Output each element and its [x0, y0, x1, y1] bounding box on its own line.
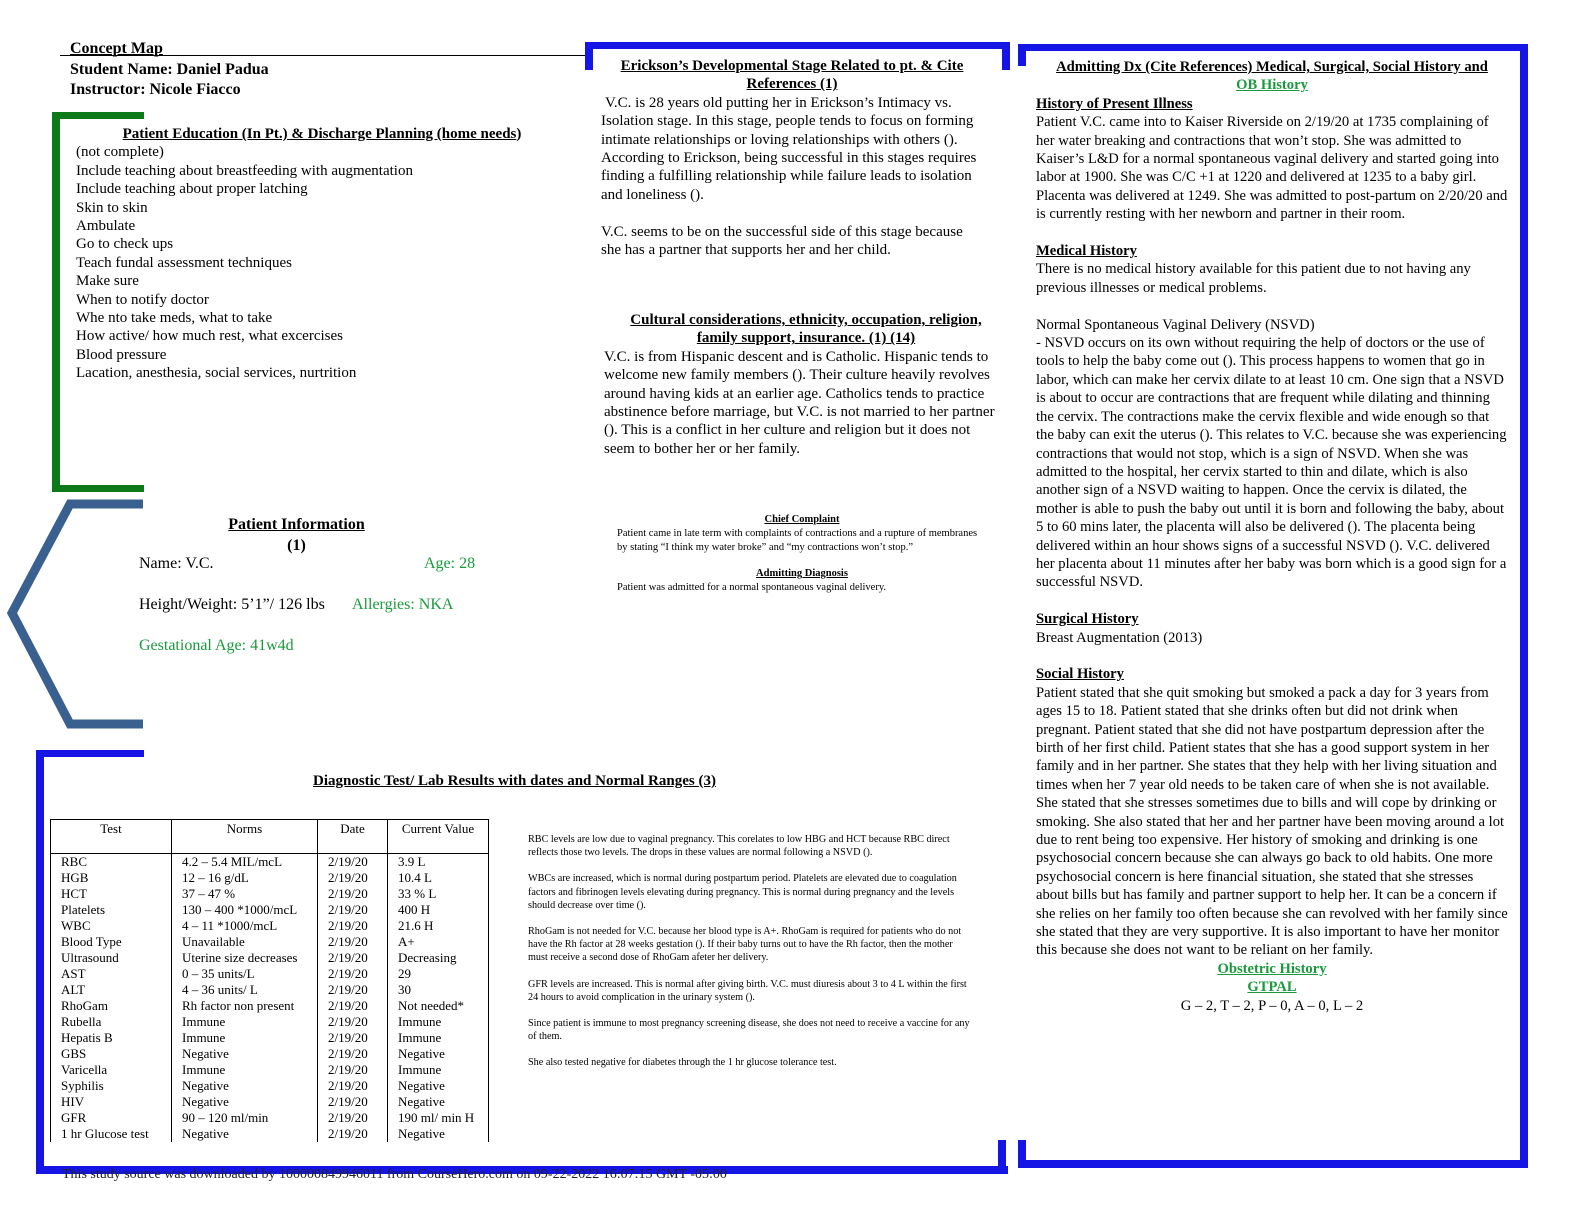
table-cell: Negative [172, 1126, 318, 1142]
gtpal-heading: GTPAL [1247, 979, 1297, 996]
table-cell: Immune [388, 1014, 489, 1030]
admitting-diagnosis-heading: Admitting Diagnosis [756, 568, 848, 579]
table-cell: 2/19/20 [318, 1078, 388, 1094]
student-name: Student Name: Daniel Padua [70, 60, 269, 78]
table-cell: 2/19/20 [318, 1094, 388, 1110]
download-footer: This study source was downloaded by 100000849946011 from CourseHero.com on 09-22-2022 16:07:15 GMT -05:00 [62, 1167, 727, 1182]
table-cell: Negative [388, 1094, 489, 1110]
table-cell: HCT [51, 886, 172, 902]
table-cell: WBC [51, 918, 172, 934]
history-heading: Admitting Dx (Cite References) Medical, Surgical, Social History and [1056, 59, 1488, 75]
education-list [76, 143, 556, 382]
table-cell: 33 % L [388, 886, 489, 902]
table-cell: Syphilis [51, 1078, 172, 1094]
patient-height-weight: Height/Weight: 5’1”/ 126 lbs [139, 596, 325, 613]
history-frame [1018, 44, 1528, 51]
table-cell: Ultrasound [51, 950, 172, 966]
education-item: Ambulate [76, 218, 136, 235]
table-cell: 2/19/20 [318, 982, 388, 998]
table-cell: 2/19/20 [318, 966, 388, 982]
table-row [51, 1046, 489, 1062]
table-cell: 0 – 35 units/L [172, 966, 318, 982]
erickson-paragraph-2: V.C. seems to be on the successful side of this stage because she has a partner that supports her and her child. [601, 223, 963, 259]
labs-table-wrap [50, 819, 489, 1142]
nsvd-title: Normal Spontaneous Vaginal Delivery (NSVD) [1036, 316, 1315, 333]
cultural-section: Cultural considerations, ethnicity, occupation, religion, family support, insurance. (1) (14) V.C. is from Hispanic descent and is Catholic. Hispanic tends to welcome new family members (). Their culture heavily revolves around having kids at an earlier age. Catholics tends to practice abstinence before marriage, but V.C. is not married to her partner (). This is a conflict in her culture and religion but it does not seem to bother her or her family. [604, 311, 1000, 458]
patient-info-frame [0, 490, 160, 740]
table-row [51, 950, 489, 966]
education-item: Include teaching about breastfeeding with augmentation [76, 162, 413, 179]
labs-table-body [51, 854, 489, 1143]
table-cell: Immune [172, 1030, 318, 1046]
table-cell: Rubella [51, 1014, 172, 1030]
education-item: Make sure [76, 273, 139, 290]
table-row [51, 966, 489, 982]
education-item: Whe nto take meds, what to take [76, 310, 273, 327]
cultural-heading: Cultural considerations, ethnicity, occupation, religion, [630, 312, 982, 328]
education-item: Include teaching about proper latching [76, 181, 308, 198]
table-cell: 2/19/20 [318, 918, 388, 934]
table-cell: 10.4 L [388, 870, 489, 886]
table-cell: Blood Type [51, 934, 172, 950]
table-cell: 1 hr Glucose test [51, 1126, 172, 1142]
education-item: When to notify doctor [76, 291, 209, 308]
table-cell: 2/19/20 [318, 886, 388, 902]
table-cell: Rh factor non present [172, 998, 318, 1014]
table-row [51, 902, 489, 918]
patient-info-heading: Patient Information [228, 516, 365, 533]
table-cell: GBS [51, 1046, 172, 1062]
table-row [51, 982, 489, 998]
table-cell: HIV [51, 1094, 172, 1110]
erickson-frame [585, 42, 1010, 49]
table-cell: Hepatis B [51, 1030, 172, 1046]
column-header: Norms [172, 820, 318, 854]
medical-history-body: There is no medical history available for this patient due to not having any previous illnesses or medical problems. [1036, 261, 1471, 296]
table-row [51, 886, 489, 902]
nsvd-body: - NSVD occurs on its own without requiring the help of doctors or the use of tools to help the baby come out (). This process happens to women that go in labor, which can make her cervix dilate to at least 10 cm. One sign that a NSVD is about to occur are contractions that are frequent while dilating and thinning the cervix. The contractions make the cervix flexible and wide enough so that the baby can exit the uterus (). This relates to V.C. because she was experiencing contractions that would not stop, which is a sign of NSVD. When she was admitted to the hospital, her cervix started to thin and dilate, which is also another sign of a NSVD waiting to happen. Once the cervix is dilated, the mother is able to push the baby out until it is born and following the baby, about 5 to 60 mins later, the placenta will also be delivered (). The placenta being delivered within an hour shows signs of a successful NSVD (). V.C. delivered her placenta about 11 minutes after her baby was born which is a good sign for a successful NSVD. [1036, 335, 1507, 591]
education-item: Teach fundal assessment techniques [76, 254, 292, 271]
table-cell: 12 – 16 g/dL [172, 870, 318, 886]
table-cell: 4.2 – 5.4 MIL/mcL [172, 854, 318, 871]
table-row [51, 998, 489, 1014]
table-cell: 2/19/20 [318, 1046, 388, 1062]
table-cell: 29 [388, 966, 489, 982]
table-cell: 21.6 H [388, 918, 489, 934]
patient-info-section: Patient Information (1) Name: V.C. Age: 28 Height/Weight: 5’1”/ 126 lbs Allergies: NKA Gestational Age: 41w4d [139, 516, 476, 654]
table-cell: Varicella [51, 1062, 172, 1078]
obstetric-history-heading: Obstetric History [1217, 960, 1327, 977]
education-section: Patient Education (In Pt.) & Discharge Planning (home needs) (not complete) Include teaching about breastfeeding with augmentation Include teaching about proper latching Skin to skin Ambulate Go to check ups Teach fundal assessment techniques Make sure When to notify doctor Whe nto take meds, what to take How active/ how much rest, what excercises Blood pressure Lacation, anesthesia, social services, nurtrition [76, 125, 556, 383]
table-cell: Negative [172, 1078, 318, 1094]
labs-frame [36, 750, 44, 1174]
lab-note: She also tested negative for diabetes through the 1 hr glucose tolerance test. [528, 1057, 837, 1069]
labs-heading: Diagnostic Test/ Lab Results with dates and Normal Ranges (3) [313, 773, 716, 789]
table-cell: 2/19/20 [318, 934, 388, 950]
education-item: Skin to skin [76, 199, 148, 216]
chief-complaint-section [617, 513, 987, 595]
table-cell: Immune [388, 1062, 489, 1078]
table-row [51, 1062, 489, 1078]
column-header: Date [318, 820, 388, 854]
chief-complaint-body: Patient came in late term with complaints of contractions and a rupture of membranes by stating “I think my water broke” and “my contractions won’t stop.” [617, 528, 978, 553]
page-header [70, 39, 269, 101]
table-cell: Decreasing [388, 950, 489, 966]
table-row [51, 1078, 489, 1094]
social-history-heading: Social History [1036, 666, 1124, 683]
table-cell: Negative [388, 1078, 489, 1094]
column-header: Test [51, 820, 172, 854]
lab-note: RhoGam is not needed for V.C. because her blood type is A+. RhoGam is required for patients who do not have the Rh factor at 28 weeks gestation (). If their baby turns out to have the Rh factor, then the mother must receive a second dose of RhoGam afeter her delivery. [528, 926, 962, 964]
table-cell: 90 – 120 ml/min [172, 1110, 318, 1126]
table-cell: 400 H [388, 902, 489, 918]
table-row [51, 1030, 489, 1046]
table-cell: Platelets [51, 902, 172, 918]
patient-name: Name: V.C. [139, 555, 214, 572]
table-cell: 2/19/20 [318, 870, 388, 886]
table-cell: 3.9 L [388, 854, 489, 871]
column-header: Current Value [388, 820, 489, 854]
table-cell: A+ [388, 934, 489, 950]
education-item: How active/ how much rest, what excercises [76, 328, 343, 345]
table-cell: 130 – 400 *1000/mcL [172, 902, 318, 918]
table-row [51, 854, 489, 871]
table-cell: 2/19/20 [318, 854, 388, 871]
lab-note: Since patient is immune to most pregnancy screening disease, she does not need to receive a vaccine for any of them. [528, 1018, 970, 1043]
patient-allergies: Allergies: NKA [352, 596, 454, 613]
history-section: Admitting Dx (Cite References) Medical, Surgical, Social History and OB History History of Present Illness Patient V.C. came into to Kaiser Riverside on 2/19/20 at 1735 complaining of her water breaking and contractions that won’t stop. She was admitted to Kaiser’s L&D for a normal spontaneous vaginal delivery and started going into labor at 1900. She was C/C +1 at 1220 and delivered at 1235 to a baby girl. Placenta was delivered at 1249. She was admitted to post-partum on 2/20/20 and is currently resting with her newborn and partner in their room. Medical History There is no medical history available for this patient due to not having any previous illnesses or medical problems. Normal Spontaneous Vaginal Delivery (NSVD) - NSVD occurs on its own without requiring the help of doctors or the use of tools to help the baby come out (). This process happens to women that go in labor, which can make her cervix dilate to at least 10 cm. One sign that a NSVD is about to occur are contractions that are frequent while dilating and thinning the cervix. The contractions make the cervix flexible and wide enough so that the baby can exit the uterus (). This relates to V.C. because she was experiencing contractions that would not stop, which is a sign of NSVD. When she was admitted to the hospital, her cervix started to thin and dilate, which is also another sign of a NSVD waiting to happen. Once the cervix is dilated, the mother is able to push the baby out until it is born and following the baby, about 5 to 60 mins later, the placenta will also be delivered (). The placenta being delivered within an hour shows signs of a successful NSVD (). V.C. delivered her placenta about 11 minutes after her baby was born which is a good sign for a successful NSVD. Surgical History Breast Augmentation (2013) Social History Patient stated that she quit smoking but smoked a pack a day for 3 years from ages 15 to 18. Patient stated that she drinks often but did not drink when pregnant. Patient stated that she did not have postpartum depression after the birth of her first child. Patient states that she has a good support system in her family and in her partner. She states that they help with her living situation and times when her 7 year old needs to be taken care of when she is not available. She stated that she stresses sometimes due to bills and will cope by drinking or smoking. She also stated that her and her partner have been moving around a lot due to rent being too expensive. Her history of smoking and drinking is one psychosocial concern because she can always go back to old habits. One more psychosocial concern is here financial situation, she stated that she stresses about bills but has family and partner support to help her. It can be a concern if she relies on her family too often because she can revolved with her family since she stated that they are very supportive. It is also important to have her monitor this because she does not want to be reliant on her family. Obstetric History GTPAL G – 2, T – 2, P – 0, A – 0, L – 2 [1036, 59, 1508, 1014]
lab-note: GFR levels are increased. This is normal after giving birth. V.C. must diuresis about 3 to 4 L within the first 24 hours to avoid complication in the urinary system (). [528, 978, 967, 1003]
table-cell: Negative [388, 1046, 489, 1062]
education-heading: Patient Education (In Pt.) & Discharge Planning (home needs [122, 126, 517, 142]
table-cell: Unavailable [172, 934, 318, 950]
table-cell: 2/19/20 [318, 1110, 388, 1126]
table-cell: 2/19/20 [318, 1030, 388, 1046]
education-item: Go to check ups [76, 236, 174, 253]
table-cell: Immune [172, 1062, 318, 1078]
table-cell: Negative [172, 1094, 318, 1110]
admitting-diagnosis-body: Patient was admitted for a normal spontaneous vaginal delivery. [617, 582, 887, 593]
table-cell: 4 – 36 units/ L [172, 982, 318, 998]
chief-complaint-heading: Chief Complaint [764, 514, 840, 525]
table-row [51, 1110, 489, 1126]
page-title: Concept Map [70, 40, 163, 57]
table-cell: Immune [388, 1030, 489, 1046]
table-row [51, 918, 489, 934]
table-cell: RBC [51, 854, 172, 871]
erickson-section: Erickson’s Developmental Stage Related to pt. & Cite References (1) V.C. is 28 years old putting her in Erickson’s Intimacy vs. Isolation stage. In this stage, people tends to focus on forming intimate relationships or loving relationships with others (). According to Erickson, being successful in this stages requires finding a fulfilling relationship while failure leads to isolation and loneliness (). V.C. seems to be on the successful side of this stage because she has a partner that supports her and her child. [601, 57, 983, 259]
erickson-paragraph-1: V.C. is 28 years old putting her in Erickson’s Intimacy vs. Isolation stage. In this stage, people tends to focus on forming intimate relationships or loving relationships with others (). According to Erickson, being successful in this stages requires finding a fulfilling relationship while failure leads to isolation and loneliness (). [601, 94, 977, 203]
table-cell: 190 ml/ min H [388, 1110, 489, 1126]
labs-table [50, 819, 489, 1142]
instructor-name: Instructor: Nicole Fiacco [70, 81, 241, 98]
table-cell: 2/19/20 [318, 1014, 388, 1030]
table-row [51, 1126, 489, 1142]
table-row [51, 870, 489, 886]
table-cell: 2/19/20 [318, 998, 388, 1014]
table-cell: Uterine size decreases [172, 950, 318, 966]
table-cell: Negative [388, 1126, 489, 1142]
table-cell: GFR [51, 1110, 172, 1126]
table-cell: Negative [172, 1046, 318, 1062]
lab-note: WBCs are increased, which is normal during postpartum period. Platelets are elevated due to coagulation factors and fibrinogen levels elevating during pregnancy. This is normal during pregnancy and the levels should decrease over time (). [528, 873, 957, 911]
education-frame [52, 112, 60, 492]
table-cell: 37 – 47 % [172, 886, 318, 902]
table-cell: 30 [388, 982, 489, 998]
gtpal-value: G – 2, T – 2, P – 0, A – 0, L – 2 [1180, 997, 1364, 1014]
table-row [51, 934, 489, 950]
medical-history-heading: Medical History [1036, 243, 1137, 260]
table-cell: 2/19/20 [318, 950, 388, 966]
cultural-body: V.C. is from Hispanic descent and is Catholic. Hispanic tends to welcome new family members (). Their culture heavily revolves around having kids at an earlier age. Catholics tends to practice abstinence before marriage, but V.C. is not married to her partner (). This is a conflict in her culture and religion but it does not seem to bother her or her family. [604, 348, 995, 457]
hpi-body: Patient V.C. came into to Kaiser Riverside on 2/19/20 at 1735 complaining of her water breaking and contractions that won’t stop. She was admitted to Kaiser’s L&D for a normal spontaneous vaginal delivery and started going into labor at 1900. She was C/C +1 at 1220 and delivered at 1235 to a baby girl. Placenta was delivered at 1249. She was admitted to post-partum on 2/20/20 and is currently resting with her newborn and partner in their room. [1036, 114, 1508, 223]
table-row [51, 1094, 489, 1110]
erickson-heading: Erickson’s Developmental Stage Related to pt. & Cite [620, 58, 964, 74]
social-history-body: Patient stated that she quit smoking but smoked a pack a day for 3 years from ages 15 to 18. Patient stated that she drinks often but did not drink when pregnant. Patient stated that she did not have postpartum depression after the birth of her first child. Patient states that she has a good support system in her family and in her partner. She states that they help with her living situation and times when her 7 year old needs to be taken care of when she is not available. She stated that she stresses sometimes due to bills and will cope by drinking or smoking. She also stated that her and her partner have been moving around a lot due to rent being too expensive. Her history of smoking and drinking is one psychosocial concern because she can always go back to old habits. One more psychosocial concern is here financial situation, she stated that she stresses about bills but has family and partner support to help her. It can be a concern if she relies on her family too often because she can revolved with her family since she stated that they are very supportive. It is also important to have her monitor this because she does not want to be reliant on her family. [1036, 684, 1508, 959]
hpi-heading: History of Present Illness [1036, 95, 1193, 112]
lab-notes [528, 833, 970, 1083]
table-cell: Immune [172, 1014, 318, 1030]
table-cell: 2/19/20 [318, 1062, 388, 1078]
table-cell: AST [51, 966, 172, 982]
gestational-age: Gestational Age: 41w4d [139, 637, 294, 654]
surgical-history-body: Breast Augmentation (2013) [1036, 629, 1203, 646]
surgical-history-heading: Surgical History [1036, 611, 1139, 628]
education-item: Blood pressure [76, 346, 167, 363]
education-item: (not complete) [76, 144, 164, 161]
lab-note: RBC levels are low due to vaginal pregnancy. This corelates to low HBG and HCT because RBC direct reflects those two levels. The drops in these values are normal following a NSVD (). [528, 834, 950, 859]
table-cell: Not needed* [388, 998, 489, 1014]
table-cell: 4 – 11 *1000/mcL [172, 918, 318, 934]
table-cell: 2/19/20 [318, 1126, 388, 1142]
table-cell: 2/19/20 [318, 902, 388, 918]
table-cell: RhoGam [51, 998, 172, 1014]
table-cell: ALT [51, 982, 172, 998]
patient-age: Age: 28 [424, 555, 476, 572]
education-item: Lacation, anesthesia, social services, nurtrition [76, 365, 357, 382]
table-row [51, 1014, 489, 1030]
table-cell: HGB [51, 870, 172, 886]
